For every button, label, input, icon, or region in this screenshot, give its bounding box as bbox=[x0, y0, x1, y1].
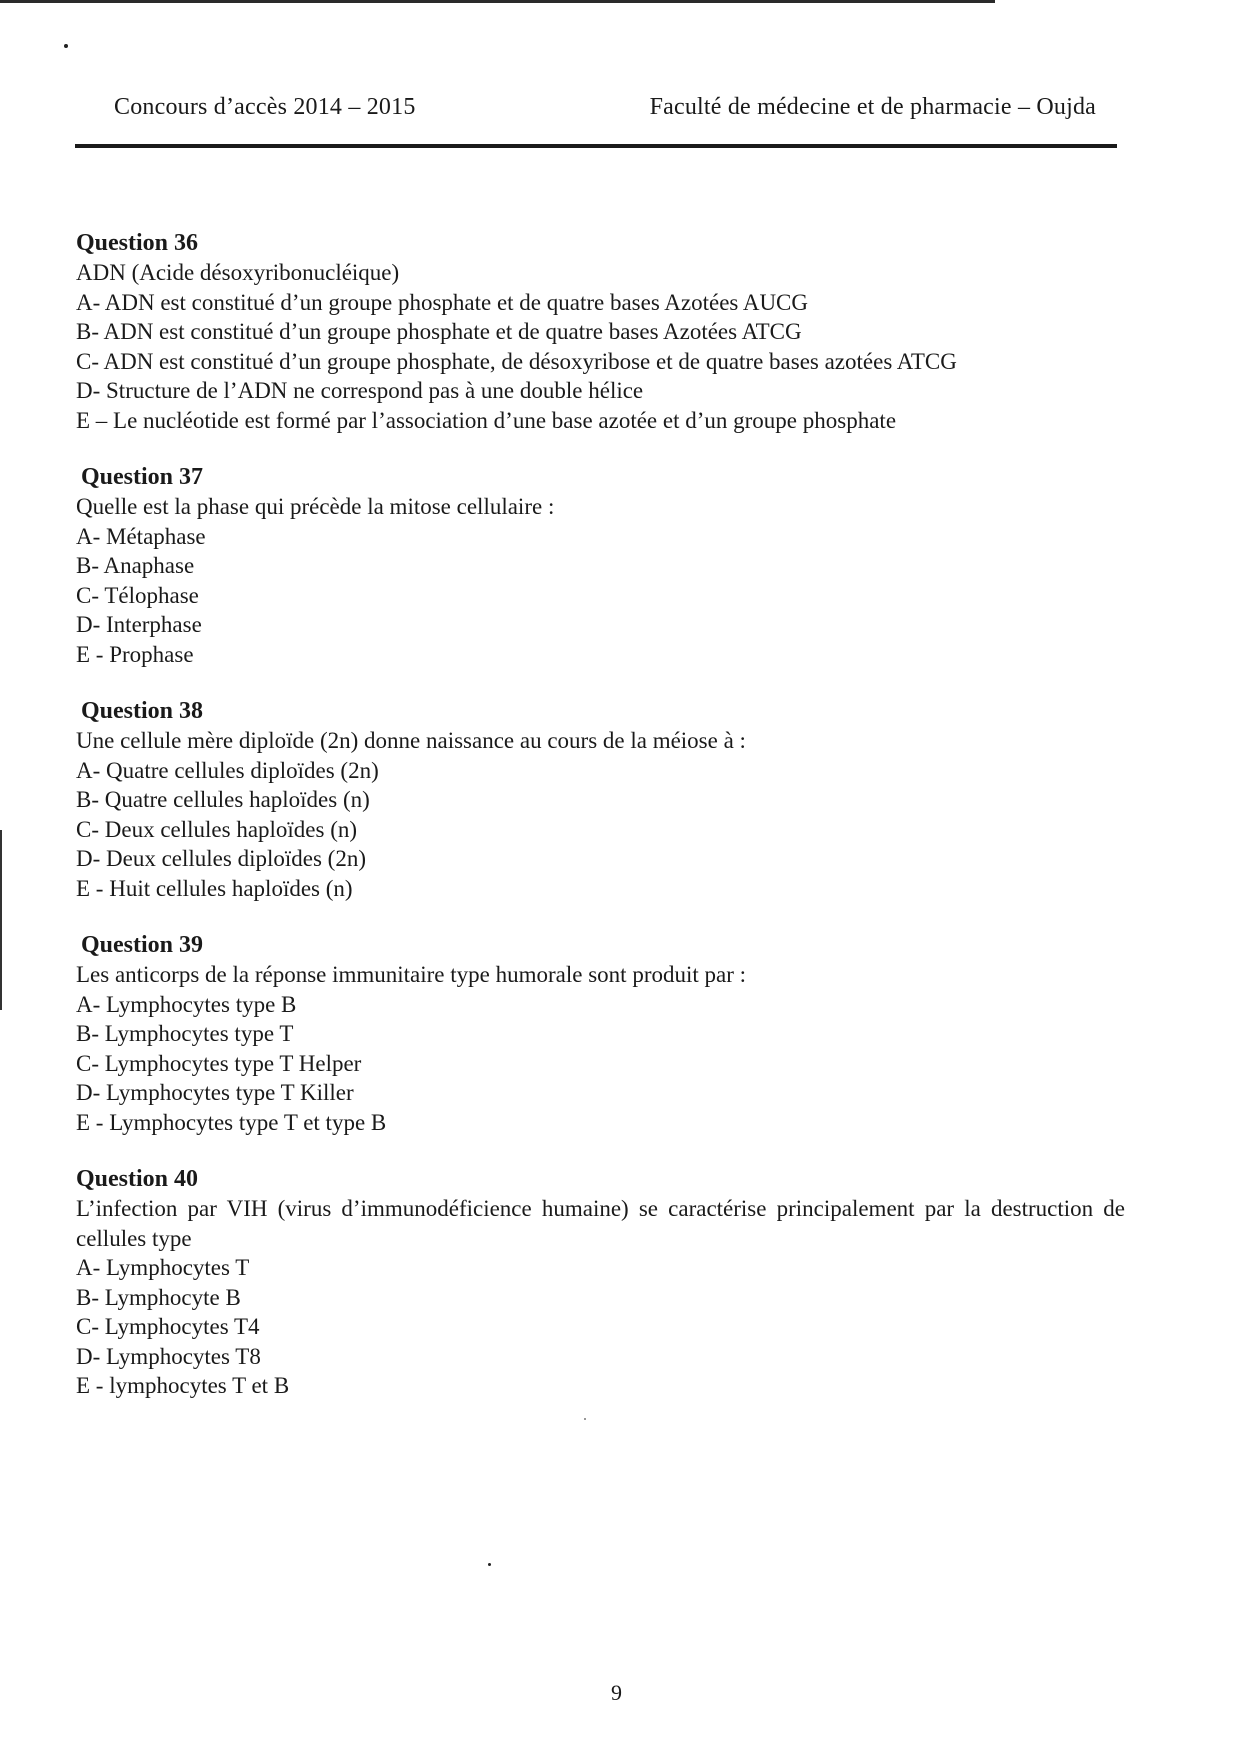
option-e: E – Le nucléotide est formé par l’association d’une base azotée et d’un groupe phosphate bbox=[76, 407, 897, 433]
option-c: C- Lymphocytes T4 bbox=[76, 1314, 260, 1339]
question-stem: L’infection par VIH (virus d’immunodéficience humaine) se caractérise principalement par la destruction de cellules type bbox=[76, 1196, 1125, 1251]
question-36 bbox=[76, 228, 1126, 435]
option-d: D- Structure de l’ADN ne correspond pas à une double hélice bbox=[76, 378, 644, 403]
option-c: C- Lymphocytes type T Helper bbox=[76, 1050, 362, 1076]
option-b: B- ADN est constitué d’un groupe phosphate et de quatre bases Azotées ATCG bbox=[76, 319, 802, 344]
option-c: C- Deux cellules haploïdes (n) bbox=[76, 816, 358, 842]
margin-scan-mark bbox=[0, 830, 2, 1010]
question-stem: ADN (Acide désoxyribonucléique) bbox=[76, 260, 400, 285]
scan-speck bbox=[64, 44, 68, 48]
option-a: A- ADN est constitué d’un groupe phosphate et de quatre bases Azotées AUCG bbox=[76, 289, 809, 315]
question-stem: Une cellule mère diploïde (2n) donne naissance au cours de la méiose à : bbox=[76, 728, 746, 753]
option-a: A- Lymphocytes type B bbox=[76, 991, 297, 1017]
option-d: D- Deux cellules diploïdes (2n) bbox=[76, 846, 366, 871]
question-title: Question 37 bbox=[81, 464, 204, 490]
option-a: A- Métaphase bbox=[76, 523, 206, 549]
scan-speck bbox=[488, 1563, 491, 1566]
option-e: E - Huit cellules haploïdes (n) bbox=[76, 875, 353, 901]
question-title: Question 40 bbox=[76, 1166, 199, 1192]
option-d: D- Lymphocytes type T Killer bbox=[76, 1080, 354, 1105]
question-37 bbox=[76, 462, 1126, 669]
option-e: E - Lymphocytes type T et type B bbox=[76, 1109, 387, 1135]
page-number: 9 bbox=[611, 1680, 622, 1705]
option-b: B- Lymphocytes type T bbox=[76, 1021, 294, 1046]
option-a: A- Quatre cellules diploïdes (2n) bbox=[76, 757, 379, 783]
questions-content bbox=[76, 228, 1126, 1428]
header-faculty: Faculté de médecine et de pharmacie – Oujda bbox=[649, 94, 1096, 120]
option-b: B- Anaphase bbox=[76, 553, 195, 578]
header-exam-title: Concours d’accès 2014 – 2015 bbox=[114, 94, 416, 120]
option-e: E - Prophase bbox=[76, 641, 194, 667]
option-d: D- Interphase bbox=[76, 612, 202, 637]
option-d: D- Lymphocytes T8 bbox=[76, 1343, 261, 1369]
option-a: A- Lymphocytes T bbox=[76, 1255, 250, 1280]
header-rule bbox=[75, 144, 1117, 148]
question-title: Question 38 bbox=[81, 698, 204, 724]
question-stem: Quelle est la phase qui précède la mitose cellulaire : bbox=[76, 494, 555, 519]
option-c: C- ADN est constitué d’un groupe phosphate, de désoxyribose et de quatre bases azotées ATCG bbox=[76, 348, 957, 374]
option-e: E - lymphocytes T et B bbox=[76, 1373, 290, 1398]
page-header bbox=[114, 94, 1096, 134]
option-b: B- Lymphocyte B bbox=[76, 1284, 241, 1310]
option-c: C- Télophase bbox=[76, 582, 199, 608]
option-b: B- Quatre cellules haploïdes (n) bbox=[76, 787, 370, 812]
question-stem: Les anticorps de la réponse immunitaire type humorale sont produit par : bbox=[76, 962, 747, 987]
question-title: Question 36 bbox=[76, 230, 199, 256]
question-title: Question 39 bbox=[81, 932, 204, 958]
top-border-rule bbox=[0, 0, 995, 3]
question-38 bbox=[76, 696, 1126, 903]
question-40 bbox=[76, 1164, 1126, 1401]
question-39 bbox=[76, 930, 1126, 1137]
